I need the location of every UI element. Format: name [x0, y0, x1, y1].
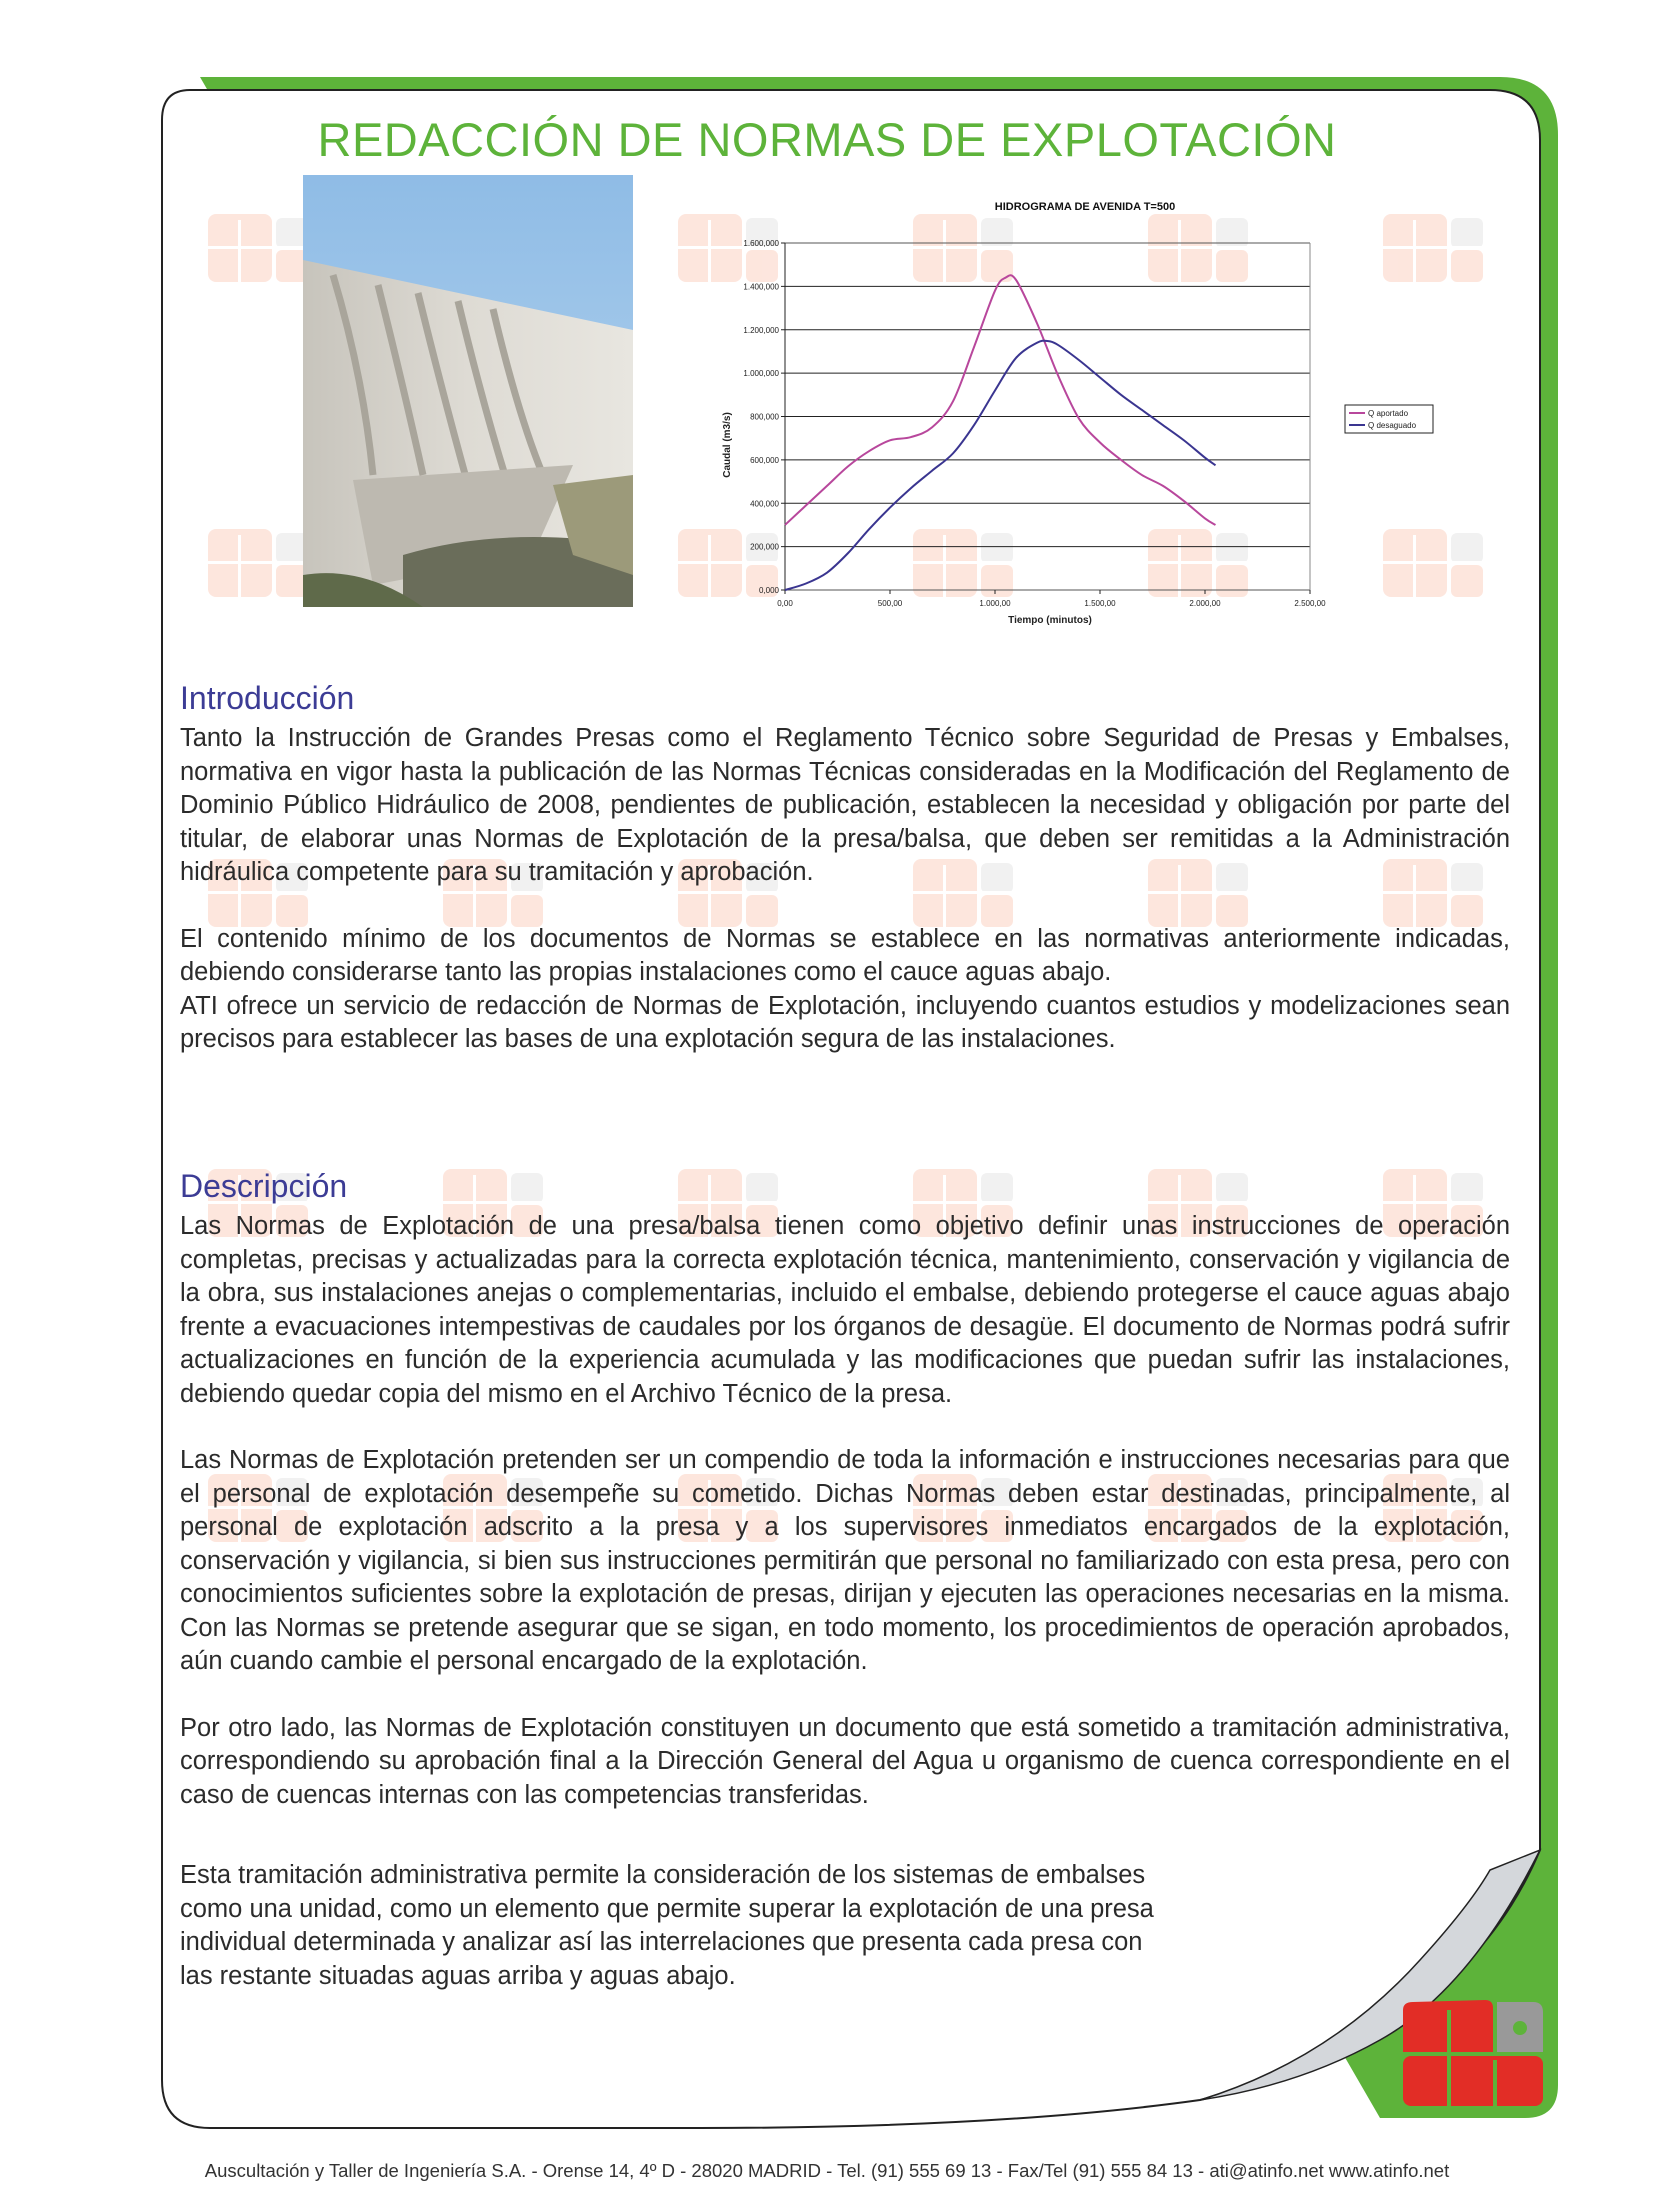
- intro-text: [180, 722, 1510, 1057]
- y-tick-label: 200,000: [750, 542, 779, 552]
- watermark-logo-icon: [208, 525, 308, 597]
- y-tick-label: 0,000: [758, 586, 779, 595]
- y-tick-label: 400,000: [750, 499, 779, 509]
- dam-photo: [303, 175, 633, 607]
- chart-title: HIDROGRAMA DE AVENIDA T=500: [994, 201, 1176, 213]
- y-axis-label: Caudal (m3/s): [722, 412, 733, 478]
- chart-legend: [1345, 405, 1433, 433]
- hydrograph-chart: [690, 195, 1450, 655]
- x-tick-label: 2.000,00: [1189, 599, 1221, 608]
- ati-logo-icon: [1395, 2000, 1545, 2110]
- intro-paragraph-2: El contenido mínimo de los documentos de Normas se establece en las normativas anteriormente indicadas, debiendo considerarse tanto las propias instalaciones como el cauce aguas abajo.: [180, 924, 1510, 986]
- y-tick-label: 1.600,000: [743, 239, 779, 248]
- y-tick-label: 1.400,000: [743, 282, 779, 292]
- y-tick-label: 1.000,000: [743, 369, 779, 379]
- desc-paragraph-4: [180, 1859, 1330, 1993]
- x-tick-label: 2.500,00: [1294, 599, 1326, 608]
- footer-contact: Auscultación y Taller de Ingeniería S.A. - Orense 14, 4º D - 28020 MADRID - Tel. (91) 555 69 13 - Fax/Tel (91) 555 84 13 - ati@atinfo.net www.atinfo.net: [204, 2160, 1450, 2181]
- watermark-logo-icon: [208, 210, 308, 282]
- desc-line: Esta tramitación administrativa permite la consideración de los sistemas de embalses: [180, 1861, 1146, 1889]
- heading-introduccion: Introducción: [180, 680, 355, 716]
- desc-paragraph-1: Las Normas de Explotación de una presa/balsa tienen como objetivo definir unas instrucciones de operación completas, precisas y actualizadas para la correcta explotación técnica, mantenimiento, conservación y vigilancia de la obra, sus instalaciones anejas o complementarias, incluido el embalse, debiendo protegerse el cauce aguas abajo frente a evacuaciones intempestivas de caudales por los órganos de desagüe. El documento de Normas podrá sufrir actualizaciones en función de la experiencia acumulada y las modificaciones que puedan sufrir las instalaciones, debiendo quedar copia del mismo en el Archivo Técnico de la presa.: [180, 1212, 1510, 1408]
- x-tick-label: 0,00: [777, 599, 793, 608]
- legend-label: Q aportado: [1368, 409, 1409, 418]
- x-tick-label: 500,00: [877, 599, 903, 608]
- x-tick-label: 1.000,00: [979, 599, 1011, 608]
- y-tick-label: 1.200,000: [743, 325, 779, 335]
- legend-label: Q desaguado: [1368, 421, 1417, 430]
- desc-line: las restante situadas aguas arriba y aguas abajo.: [180, 1961, 736, 1990]
- desc-line: individual determinada y analizar así las interrelaciones que presenta cada presa con: [180, 1928, 1143, 1956]
- x-tick-label: 1.500,00: [1084, 599, 1116, 608]
- desc-paragraph-2: Las Normas de Explotación pretenden ser un compendio de toda la información e instrucciones necesarias para que el personal de explotación desempeñe su cometido. Dichas Normas deben estar destinadas, principalmente, al personal de explotación adscrito a la presa y a los supervisores inmediatos encargados de la explotación, conservación y vigilancia, si bien sus instrucciones permitirán que personal no familiarizado con esta presa, pero con conocimientos suficientes sobre la explotación de presas, dirijan y ejecuten las operaciones necesarias en la misma. Con las Normas se pretende asegurar que se sigan, en todo momento, los procedimientos de operación aprobados, aún cuando cambie el personal encargado de la explotación.: [180, 1446, 1510, 1675]
- intro-paragraph-3: ATI ofrece un servicio de redacción de Normas de Explotación, incluyendo cuantos estudios y modelizaciones sean precisos para establecer las bases de una explotación segura de las instalaciones.: [180, 991, 1510, 1053]
- y-tick-label: 800,000: [750, 412, 779, 422]
- x-axis-label: Tiempo (minutos): [1008, 615, 1092, 626]
- desc-text: [180, 1210, 1510, 1812]
- intro-paragraph-1: Tanto la Instrucción de Grandes Presas como el Reglamento Técnico sobre Seguridad de Presas y Embalses, normativa en vigor hasta la publicación de las Normas Técnicas consideradas en la Modificación del Reglamento de Dominio Público Hidráulico de 2008, pendientes de publicación, establecen la necesidad y obligación por parte del titular, de elaborar unas Normas de Explotación de la presa/balsa, que deben ser remitidas a la Administración hidráulica competente para su tramitación y aprobación.: [180, 724, 1510, 886]
- series-line-q-aportado: [785, 275, 1216, 525]
- page-title: REDACCIÓN DE NORMAS DE EXPLOTACIÓN: [317, 113, 1337, 166]
- heading-descripcion: Descripción: [180, 1168, 348, 1204]
- desc-paragraph-3: Por otro lado, las Normas de Explotación constituyen un documento que está sometido a tramitación administrativa, correspondiendo su aprobación final a la Dirección General del Agua u organismo de cuenca correspondiente en el caso de cuencas internas con las competencias transferidas.: [180, 1713, 1510, 1809]
- desc-line: como una unidad, como un elemento que permite superar la explotación de una presa: [180, 1894, 1154, 1923]
- y-tick-label: 600,000: [750, 455, 779, 465]
